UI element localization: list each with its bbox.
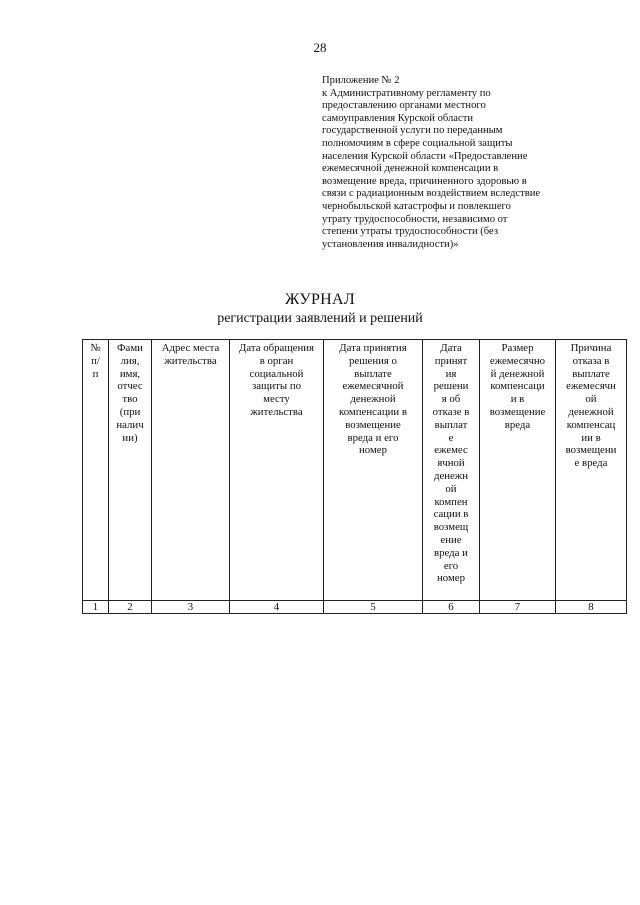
header-line: номер — [359, 444, 387, 457]
header-line: выплат — [434, 418, 468, 431]
header-cell-address — [152, 340, 230, 601]
header-line: ия — [445, 367, 457, 380]
header-line: Дата — [440, 342, 462, 354]
appendix-line: установления инвалидности)» — [322, 238, 459, 250]
header-line: возмещени — [565, 444, 617, 457]
column-number-cell: 1 — [83, 601, 109, 614]
header-line: и в — [510, 393, 525, 406]
header-line: принят — [434, 354, 468, 367]
header-line: жительства — [250, 405, 303, 418]
header-cell-application-date — [230, 340, 324, 601]
header-line: компенсаци — [490, 380, 545, 393]
column-number-cell: 4 — [230, 601, 324, 614]
header-line: Дата принятия — [339, 342, 407, 354]
header-line: имя, — [119, 367, 141, 380]
header-line: решени — [433, 380, 469, 393]
header-line: Адрес места — [161, 342, 220, 354]
header-line: п — [92, 367, 99, 380]
appendix-line: населения Курской области «Предоставление — [322, 150, 528, 162]
header-line: я об — [441, 393, 461, 406]
header-line: вреда и — [434, 546, 468, 559]
document-title: ЖУРНАЛ — [284, 291, 356, 308]
header-line: ии) — [122, 431, 138, 444]
header-line: п/ — [91, 354, 100, 367]
header-line: защиты по — [252, 380, 301, 393]
header-line: ежемесячной — [342, 380, 404, 393]
header-line: отказа в — [572, 354, 610, 367]
appendix-line: предоставлению органами местного — [322, 100, 486, 112]
header-line: в орган — [259, 354, 294, 367]
header-line: отчес — [117, 380, 143, 393]
header-line: возмещение — [345, 418, 401, 431]
journal-table — [82, 339, 627, 614]
appendix-line: Приложение № 2 — [322, 75, 400, 86]
header-cell-number — [83, 340, 109, 601]
appendix-line: связи с радиационным воздействием вследствие — [322, 188, 541, 200]
header-line: ежемесячн — [566, 380, 616, 393]
header-line: компенсац — [566, 418, 616, 431]
header-line: денежной — [568, 405, 614, 418]
header-line: выплате — [354, 367, 392, 380]
appendix-line: чернобыльской катастрофы и повлекшего — [322, 200, 511, 212]
page-number: 28 — [313, 40, 327, 55]
header-line: ежемес — [434, 444, 468, 457]
document-subtitle: регистрации заявлений и решений — [217, 311, 423, 326]
header-line: сации в — [433, 508, 469, 521]
header-line: тво — [122, 393, 138, 406]
header-line: й денежной — [490, 367, 545, 380]
header-line: денежной — [350, 393, 396, 406]
appendix-line: к Административному регламенту по — [322, 87, 491, 99]
column-number-cell: 6 — [423, 601, 480, 614]
appendix-line: государственной услуги по переданным — [322, 125, 503, 137]
header-line: социальной — [249, 367, 304, 380]
header-line: (при — [119, 405, 141, 418]
header-line: е — [448, 431, 454, 444]
appendix-note — [322, 75, 602, 251]
header-line: вреда — [504, 418, 531, 431]
column-number-cell: 7 — [480, 601, 556, 614]
column-number-cell: 2 — [109, 601, 152, 614]
table-header-row — [83, 340, 627, 601]
header-line: ение — [440, 533, 462, 546]
header-line: отказе в — [432, 405, 470, 418]
appendix-line: полномочиям в сфере социальной защиты — [322, 137, 513, 149]
header-line: денежн — [433, 469, 469, 482]
header-line: ии в — [581, 431, 601, 444]
header-line: ой — [585, 393, 597, 406]
header-line: № — [90, 342, 101, 354]
header-line: Размер — [501, 342, 534, 354]
header-line: лия, — [120, 354, 140, 367]
appendix-line: самоуправления Курской области — [322, 112, 474, 124]
header-line: Причина — [570, 342, 612, 354]
header-line: ячной — [437, 457, 465, 470]
appendix-line: утрату трудоспособности, независимо от — [322, 213, 508, 225]
header-line: решения о — [349, 354, 397, 367]
header-line: жительства — [164, 354, 217, 367]
column-number-row — [83, 601, 627, 614]
column-number-cell: 5 — [324, 601, 423, 614]
header-line: е вреда — [574, 457, 608, 470]
header-cell-refusal-reason — [556, 340, 627, 601]
header-line: ой — [445, 482, 457, 495]
header-line: Фами — [117, 342, 143, 354]
header-line: возмещение — [489, 405, 546, 418]
appendix-line: степени утраты трудоспособности (без — [322, 226, 499, 238]
header-line: его — [443, 559, 459, 572]
header-cell-refusal-date — [423, 340, 480, 601]
appendix-line: возмещение вреда, причиненного здоровью в — [322, 175, 527, 187]
header-cell-decision-date — [324, 340, 423, 601]
header-line: ежемесячно — [489, 354, 546, 367]
header-line: возмещ — [433, 521, 469, 534]
header-line: налич — [116, 418, 144, 431]
header-line: месту — [263, 393, 290, 406]
header-cell-full-name — [109, 340, 152, 601]
header-line: компенсации в — [339, 405, 407, 418]
appendix-line: ежемесячной денежной компенсации в — [322, 163, 499, 175]
header-line: компен — [434, 495, 468, 508]
header-cell-compensation-amount — [480, 340, 556, 601]
column-number-cell: 8 — [556, 601, 627, 614]
header-line: Дата обращения — [239, 342, 314, 354]
column-number-cell: 3 — [152, 601, 230, 614]
header-line: вреда и его — [347, 431, 399, 444]
header-line: номер — [437, 572, 465, 585]
header-line: выплате — [572, 367, 610, 380]
